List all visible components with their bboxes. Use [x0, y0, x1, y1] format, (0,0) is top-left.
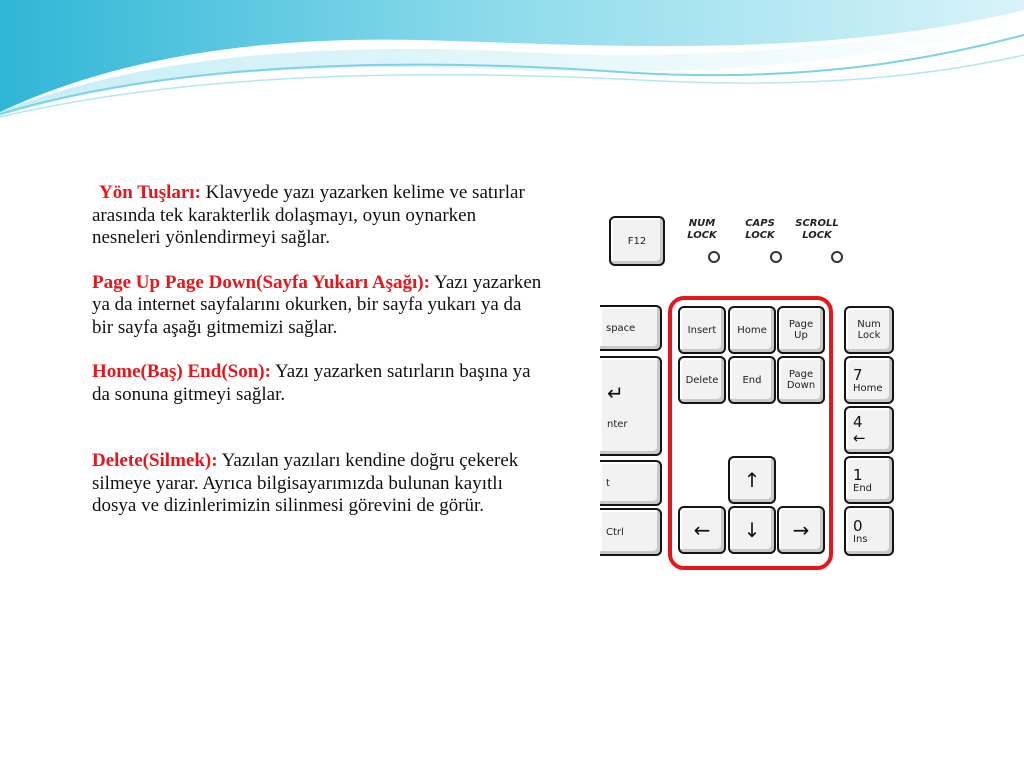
key-shift [600, 460, 662, 506]
key-enter [600, 356, 662, 456]
key-arrow-down [728, 506, 776, 554]
key-home [728, 306, 776, 354]
term-home-end: Home(Baş) End(Son): [92, 361, 271, 382]
paragraph-delete [92, 450, 542, 518]
keyboard-image [600, 208, 904, 573]
key-numpad-0-number: 0 [853, 516, 863, 535]
key-numpad-0 [844, 506, 894, 556]
key-backspace-label: space [606, 322, 636, 334]
key-insert-label: Insert [687, 324, 717, 336]
key-numpad-numlock-label: Num Lock [857, 319, 881, 341]
key-numpad-1-label: End [853, 482, 873, 494]
term-page-up-down: Page Up Page Down(Sayfa Yukarı Aşağı): [92, 271, 430, 293]
caps-lock-led-icon [770, 251, 782, 263]
paragraph-home-end [92, 361, 542, 406]
num-lock-led-icon [708, 251, 720, 263]
desc-delete: Yazılan yazıları kendine doğru çekerek silmeye yarar. Ayrıca bilgisayarımızda bulunan kayıtlı dosya ve dizinlerimizin silinmesi görevini de görür. [92, 450, 519, 516]
key-numpad-4-number: 4 [853, 413, 863, 431]
key-home-label: Home [737, 324, 767, 336]
arrow-down-icon: ↓ [743, 518, 761, 542]
desc-arrow-keys: Klavyede yazı yazarken kelime ve satırlar arasında tek karakterlik dolaşmayı, oyun oynarken nesneleri yönlendirmeyi sağlar. [92, 182, 525, 248]
key-end [728, 356, 776, 404]
header-wave-decoration [0, 0, 1024, 120]
arrow-left-icon: ← [693, 518, 711, 542]
arrow-right-icon: → [792, 518, 810, 542]
key-f12 [609, 216, 665, 266]
key-insert [678, 306, 726, 354]
key-backspace [600, 305, 662, 351]
key-delete [678, 356, 726, 404]
desc-home-end: Yazı yazarken satırların başına ya da sonuna gitmeyi sağlar. [92, 361, 531, 405]
term-delete: Delete(Silmek): [92, 450, 218, 471]
key-numpad-numlock [844, 306, 894, 354]
key-ctrl [600, 508, 662, 556]
key-page-up-label: Page Up [788, 319, 814, 341]
key-numpad-0-label: Ins [853, 533, 868, 545]
key-page-down [777, 356, 825, 404]
key-enter-label: nter [607, 418, 628, 430]
key-numpad-1-number: 1 [853, 465, 863, 484]
text-content [92, 182, 542, 540]
key-arrow-right [777, 506, 825, 554]
numpad-left-arrow-icon: ← [853, 429, 866, 447]
key-numpad-7-number: 7 [853, 365, 863, 384]
caps-lock-indicator-label: CAPS LOCK [745, 218, 775, 241]
paragraph-arrow-keys [92, 182, 542, 250]
key-f12-label: F12 [627, 235, 647, 247]
key-arrow-up [728, 456, 776, 504]
key-numpad-1 [844, 456, 894, 504]
paragraph-page-up-down [92, 272, 542, 340]
key-arrow-left [678, 506, 726, 554]
arrow-up-icon: ↑ [743, 468, 761, 492]
scroll-lock-indicator-label: SCROLL LOCK [795, 218, 839, 241]
key-numpad-7 [844, 356, 894, 404]
key-numpad-4 [844, 406, 894, 454]
key-shift-label: t [606, 477, 610, 489]
key-delete-label: Delete [685, 374, 719, 386]
key-page-down-label: Page Down [786, 369, 816, 391]
scroll-lock-led-icon [831, 251, 843, 263]
key-numpad-7-label: Home [853, 382, 883, 394]
key-page-up [777, 306, 825, 354]
enter-arrow-icon: ↵ [607, 380, 624, 405]
key-end-label: End [742, 374, 762, 386]
num-lock-indicator-label: NUM LOCK [687, 218, 717, 241]
desc-page-up-down: Yazı yazarken ya da internet sayfalarını okurken, bir sayfa yukarı ya da bir sayfa aşağı gitmemizi sağlar. [92, 271, 542, 338]
key-ctrl-label: Ctrl [606, 526, 624, 538]
term-arrow-keys: Yön Tuşları: [99, 182, 201, 203]
